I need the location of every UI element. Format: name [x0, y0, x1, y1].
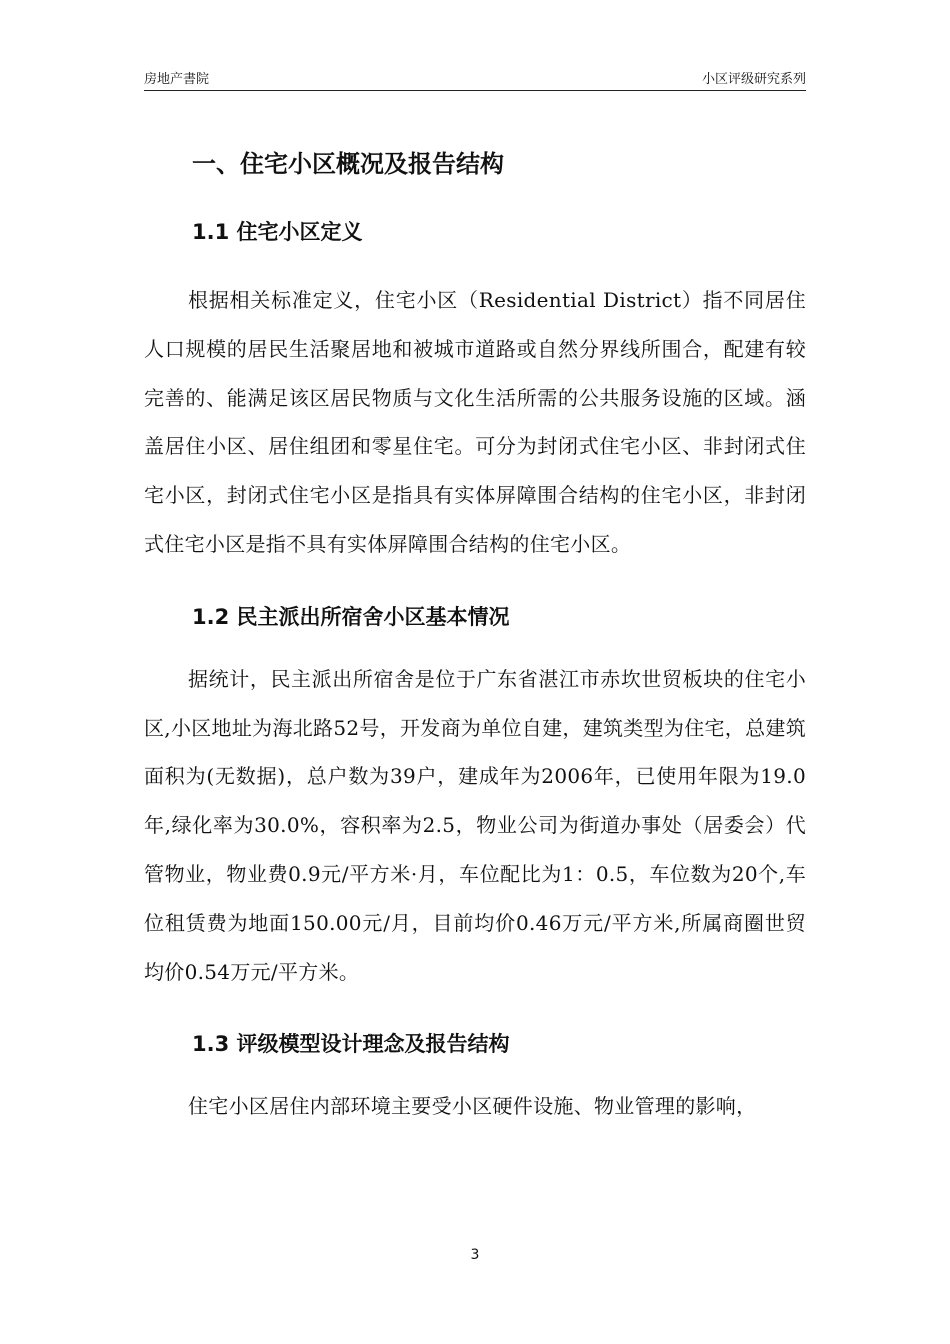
section-paragraph-1-3: 住宅小区居住内部环境主要受小区硬件设施、物业管理的影响，: [188, 1094, 757, 1119]
header-right-text: 小区评级研究系列: [701, 72, 806, 87]
header-left-text: 房地产書院: [144, 72, 210, 87]
section-paragraph-1-2: 据统计，民主派出所宿舍是位于广东省湛江市赤坎世贸板块的住宅小区,小区地址为海北路52号，开发商为单位自建，建筑类型为住宅，总建筑面积为(无数据)，总户数为39户，建成年为2006年，已使用年限为19.0年,绿化率为30.0%，容积率为2.5，物业公司为街道办事处（居委会）代管物业，物业费0.9元/平方米·月，车位配比为1：0.5，车位数为20个,车位租赁费为地面150.00元/月，目前均价0.46万元/平方米,所属商圈世贸均价0.54万元/平方米。: [144, 666, 807, 984]
page-content: [144, 140, 806, 1131]
section-paragraph-1-1: 根据相关标准定义，住宅小区（Residential District）指不同居住人口规模的居民生活聚居地和被城市道路或自然分界线所围合，配建有较完善的、能满足该区居民物质与文化生活所需的公共服务设施的区域。涵盖居住小区、居住组团和零星住宅。可分为封闭式住宅小区、非封闭式住宅小区，封闭式住宅小区是指具有实体屏障围合结构的住宅小区，非封闭式住宅小区是指不具有实体屏障围合结构的住宅小区。: [144, 288, 806, 556]
section-title-1-1: 1.1 住宅小区定义: [192, 220, 363, 244]
page-number: 3: [470, 1247, 480, 1263]
section-title-1-3: 1.3 评级模型设计理念及报告结构: [192, 1032, 510, 1057]
chapter-title: 一、住宅小区概况及报告结构: [192, 150, 504, 178]
page-header: [144, 66, 806, 91]
section-title-1-2: 1.2 民主派出所宿舍小区基本情况: [192, 604, 510, 629]
